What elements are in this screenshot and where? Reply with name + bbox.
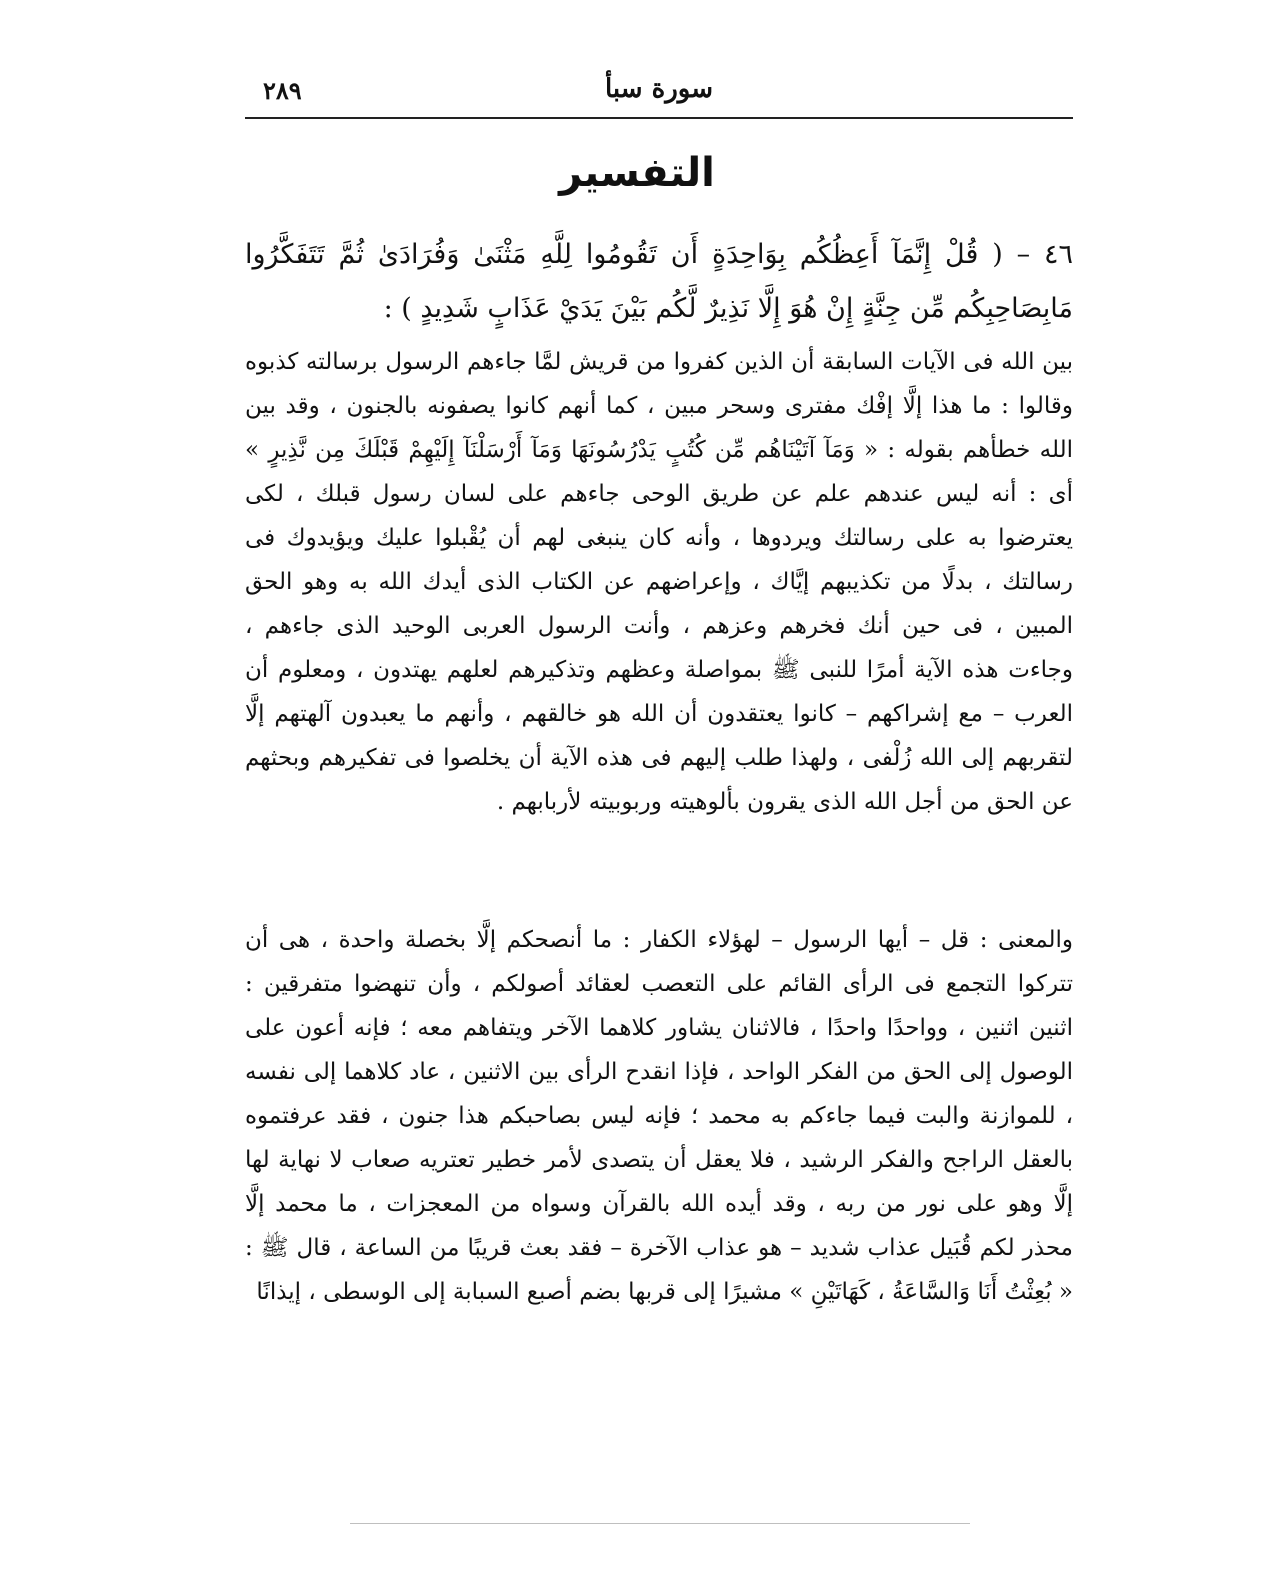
quran-verse: ٤٦ – ( قُلْ إِنَّمَآ أَعِظُكُم بِوَاحِدَةٍ أَن تَقُومُوا لِلَّهِ مَثْنَىٰ وَفُرَادَىٰ ثُمَّ تَتَفَكَّرُوا مَابِصَاحِبِكُم مِّن جِنَّةٍ إِنْ هُوَ إِلَّا نَذِيرٌ لَّكُم بَيْنَ يَدَيْ عَذَابٍ شَدِيدٍ ) :: [245, 239, 1073, 324]
section-title: التفسير: [559, 150, 715, 196]
header-divider: [245, 117, 1073, 119]
page-number: ٢٨٩: [263, 76, 302, 105]
commentary-paragraph: بين الله فى الآيات السابقة أن الذين كفروا من قريش لمَّا جاءهم الرسول برسالته كذبوه وقالوا : ما هذا إلَّا إفْك مفترى وسحر مبين ، كما أنهم كانوا يصفونه بالجنون ، وقد بين الله خطأهم بقوله : « وَمَآ آتَيْنَاهُم مِّن كُتُبٍ يَدْرُسُونَهَا وَمَآ أَرْسَلْنَآ إِلَيْهِمْ قَبْلَكَ مِن نَّذِيرٍ » أى : أنه ليس عندهم علم عن طريق الوحى جاءهم على لسان رسول قبلك ، لكى يعترضوا به على رسالتك ويردوها ، وأنه كان ينبغى لهم أن يُقْبلوا عليك ويؤيدوك فى رسالتك ، بدلًا من تكذيبهم إيَّاك ، وإعراضهم عن الكتاب الذى أيدك الله به وهو الحق المبين ، فى حين أنك فخرهم وعزهم ، وأنت الرسول العربى الوحيد الذى جاءهم ، وجاءت هذه الآية أمرًا للنبى ﷺ بمواصلة وعظهم وتذكيرهم لعلهم يهتدون ، ومعلوم أن العرب – مع إشراكهم – كانوا يعتقدون أن الله هو خالقهم ، وأنهم ما يعبدون آلهتهم إلَّا لتقربهم إلى الله زُلْفى ، ولهذا طلب إليهم فى هذه الآية أن يخلصوا فى تفكيرهم وبحثهم عن الحق من أجل الله الذى يقرون بألوهيته وربوبيته لأربابهم .: [245, 349, 1073, 815]
surah-title: سورة سبأ: [605, 74, 713, 104]
running-head: [245, 74, 1073, 114]
commentary-paragraph: والمعنى : قل – أيها الرسول – لهؤلاء الكفار : ما أنصحكم إلَّا بخصلة واحدة ، هى أن تتركوا التجمع فى الرأى القائم على التعصب لعقائد أصولكم ، وأن تنهضوا متفرقين : اثنين اثنين ، وواحدًا واحدًا ، فالاثنان يشاور كلاهما الآخر ويتفاهم معه ؛ فإنه أعون على الوصول إلى الحق من الفكر الواحد ، فإذا انقدح الرأى بين الاثنين ، عاد كلاهما إلى نفسه ، للموازنة والبت فيما جاءكم به محمد ؛ فإنه ليس بصاحبكم هذا جنون ، فقد عرفتموه بالعقل الراجح والفكر الرشيد ، فلا يعقل أن يتصدى لأمر خطير تعتريه صعاب لا نهاية لها إلَّا وهو على نور من ربه ، وقد أيده الله بالقرآن وسواه من المعجزات ، ما محمد إلَّا محذر لكم قُبَيل عذاب شديد – هو عذاب الآخرة – فقد بعث قريبًا من الساعة ، قال ﷺ : « بُعِثْتُ أَنَا وَالسَّاعَةُ ، كَهَاتَيْنِ » مشيرًا إلى قربها بضم أصبع السبابة إلى الوسطى ، إيذانًا: [245, 927, 1073, 1305]
footer-divider: [350, 1523, 970, 1524]
